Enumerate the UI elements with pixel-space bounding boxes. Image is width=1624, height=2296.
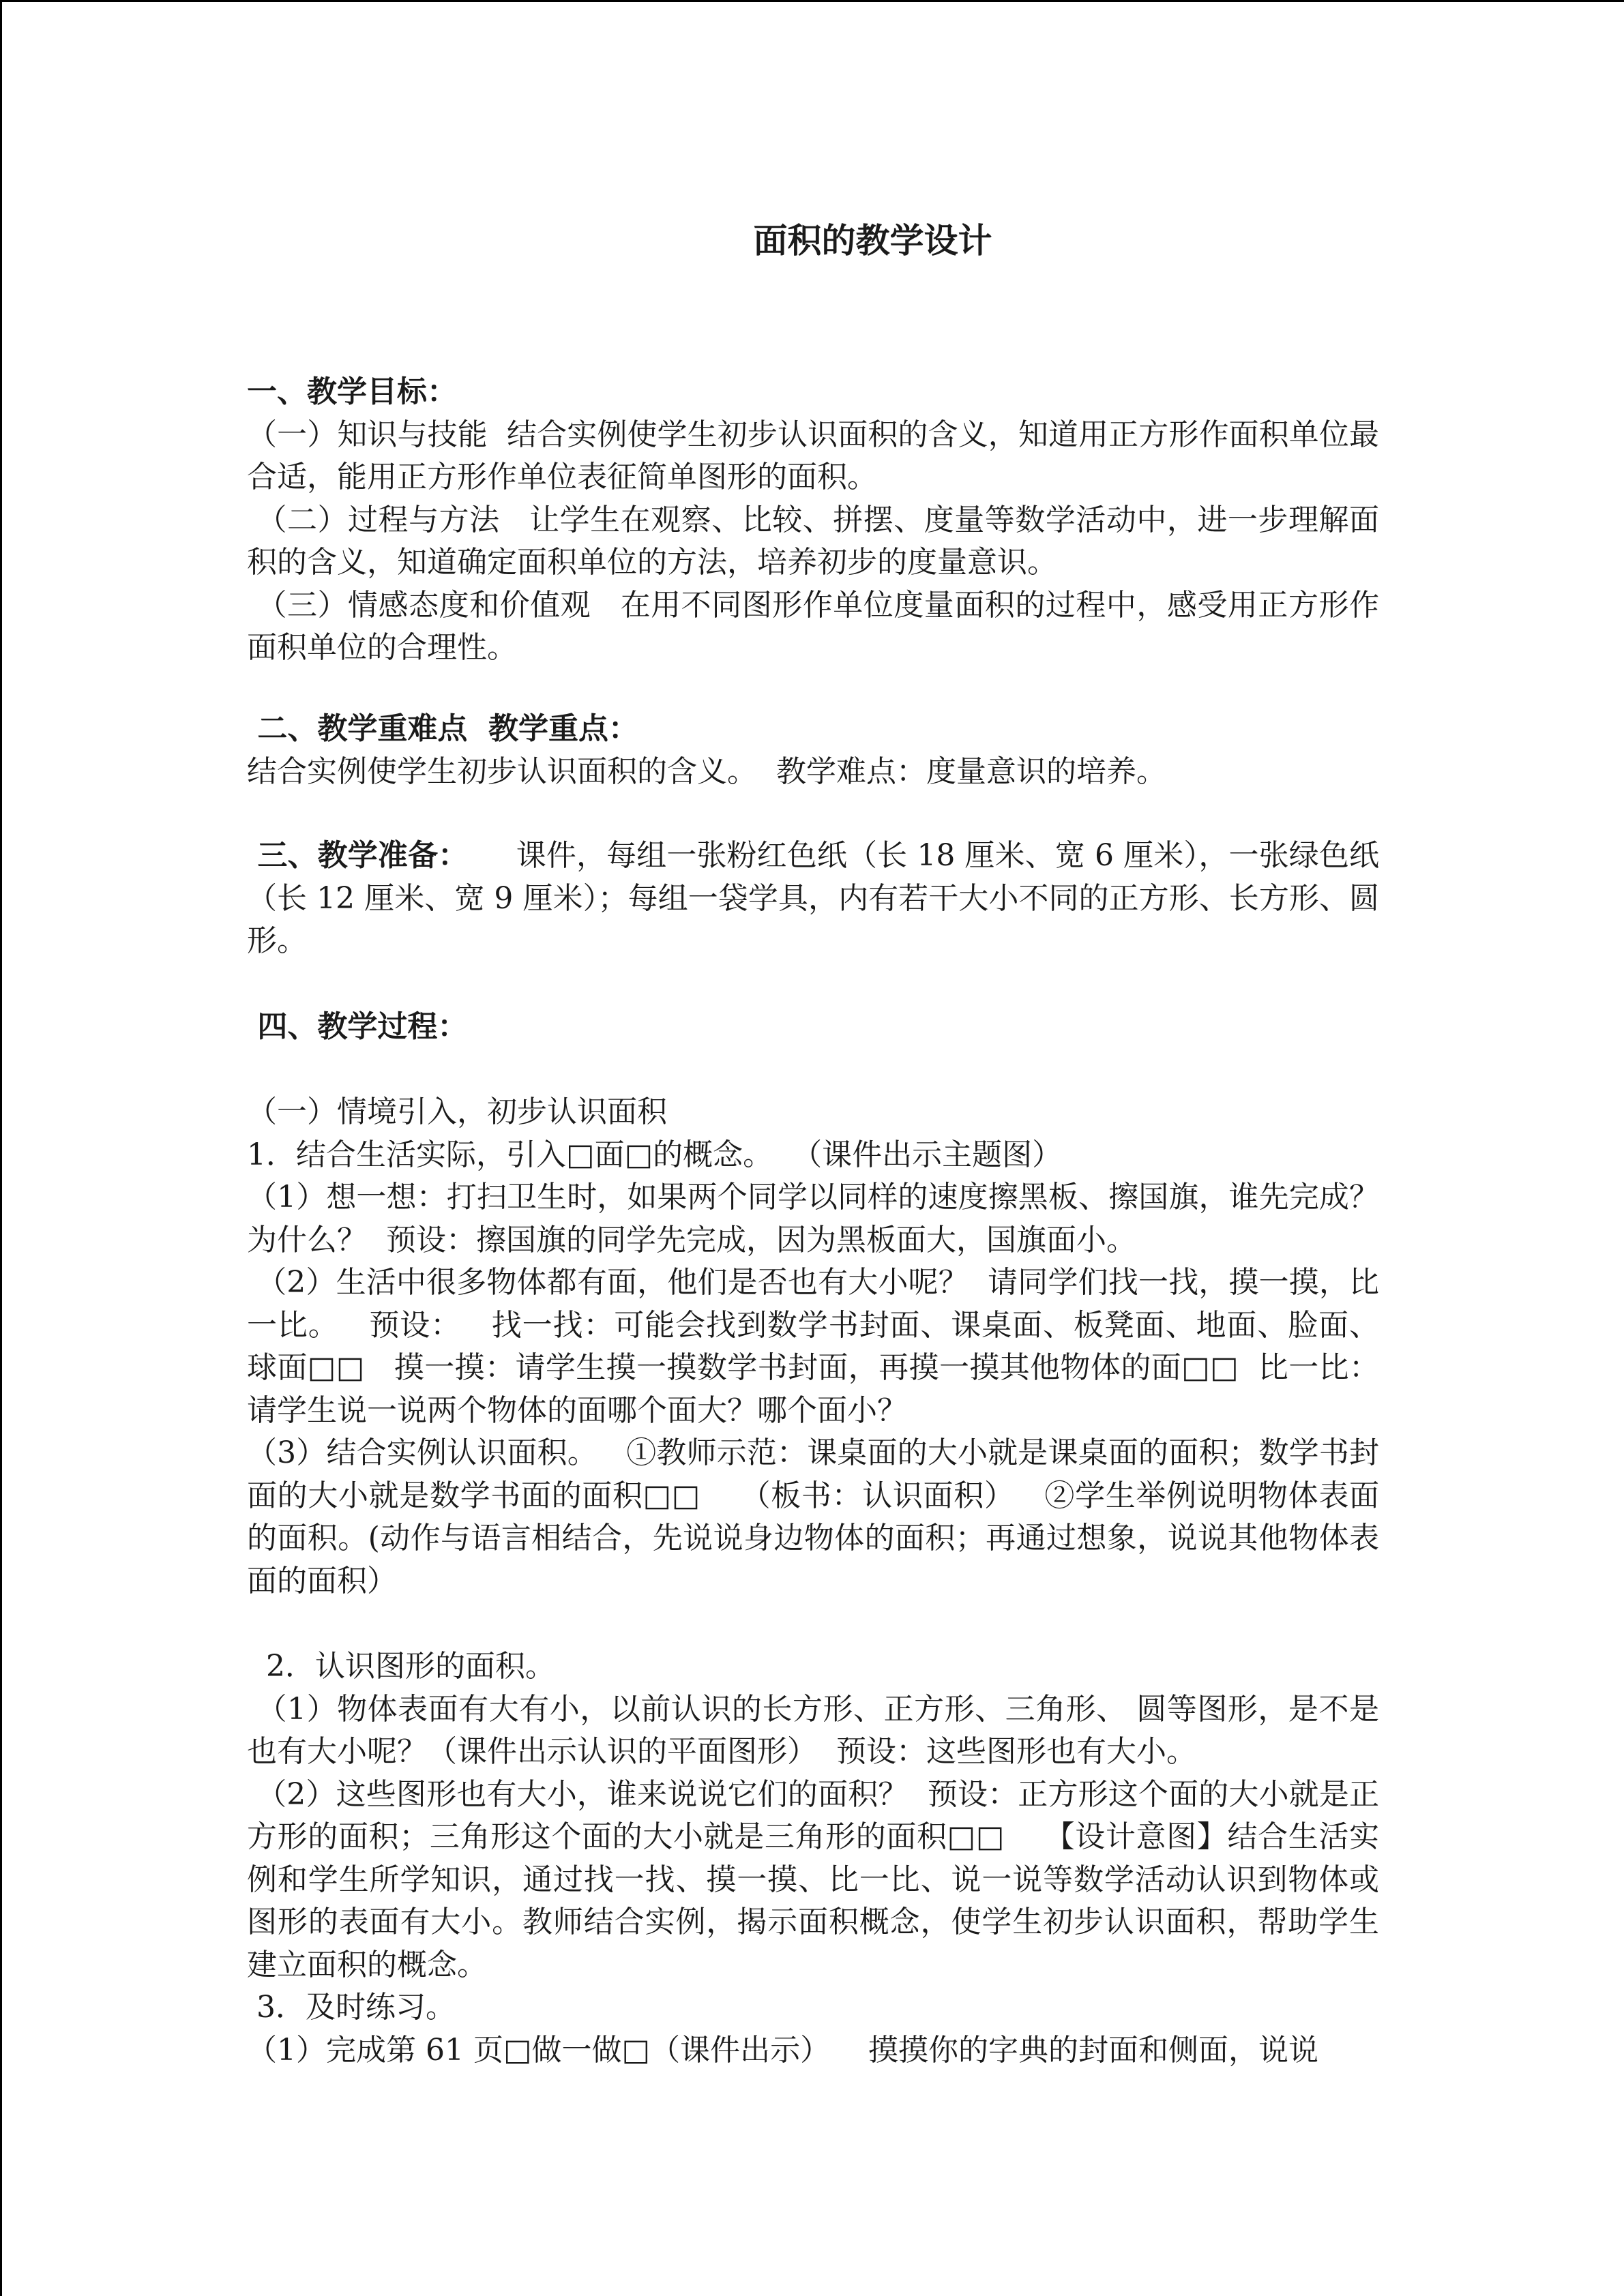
section-process-body (247, 1091, 1379, 1602)
paragraph: 3．及时练习。 (247, 1990, 456, 2025)
paragraph: 2．认识图形的面积。 (247, 1649, 555, 1684)
paragraph: （三）情感态度和价值观 在用不同图形作单位度量面积的过程中，感受用正方形作面积单位的合理性。 (247, 587, 1379, 665)
paragraph: （1）完成第 61 页□做一做□（课件出示） 摸摸你的字典的封面和侧面，说说 (247, 2032, 1319, 2068)
paragraph: （2）这些图形也有大小，谁来说说它们的面积？ 预设：正方形这个面的大小就是正方形的面积；三角形这个面的大小就是三角形的面积□□ 【设计意图】结合生活实例和学生所学知识，通过找一找、摸一摸、比一比、说一说等数学活动认识到物体或图形的表面有大小。教师结合实例，揭示面积概念，使学生初步认识面积，帮助学生建立面积的概念。 (247, 1776, 1379, 1982)
paragraph: （1）想一想：打扫卫生时，如果两个同学以同样的速度擦黑板、擦国旗，谁先完成？为什么？ 预设：擦国旗的同学先完成，因为黑板面大，国旗面小。 (247, 1180, 1379, 1257)
section-heading: 二、教学重难点 教学重点： (247, 711, 638, 746)
section-objectives (247, 371, 1379, 670)
paragraph: （2）生活中很多物体都有面，他们是否也有大小呢？ 请同学们找一找，摸一摸，比一比。 预设： 找一找：可能会找到数学书封面、课桌面、板凳面、地面、脸面、球面□□ 摸一摸：请学生摸一摸数学书封面，再摸一摸其他物体的面□□ 比一比：请学生说一说两个物体的面哪个面大？哪个面小？ (247, 1265, 1379, 1428)
section-process-shapes (247, 1645, 1379, 2072)
paragraph: （3）结合实例认识面积。 ①教师示范：课桌面的大小就是课桌面的面积；数学书封面的大小就是数学书面的面积□□ （板书：认识面积） ②学生举例说明物体表面的面积。(动作与语言相结合，先说说身边物体的面积；再通过想象，说说其他物体表面的面积） (247, 1435, 1379, 1598)
section-heading: 一、教学目标： (247, 374, 457, 409)
section-key-points (247, 708, 1379, 793)
paragraph: 结合实例使学生初步认识面积的含义。 教学难点：度量意识的培养。 (247, 754, 1166, 789)
document-title: 面积的教学设计 (753, 220, 992, 260)
paragraph: （1）物体表面有大有小，以前认识的长方形、正方形、三角形、 圆等图形，是不是也有大小呢？（课件出示认识的平面图形） 预设：这些图形也有大小。 (247, 1691, 1379, 1769)
page-border-top (0, 0, 1624, 2)
paragraph: （一）知识与技能 结合实例使学生初步认识面积的含义，知道用正方形作面积单位最合适，能用正方形作单位表征简单图形的面积。 (247, 417, 1379, 494)
subsection-heading: （一）情境引入，初步认识面积 (247, 1094, 667, 1129)
section-heading: 三、教学准备： (247, 838, 469, 873)
paragraph: 课件，每组一张粉红色纸（长 18 厘米、宽 6 厘米），一张绿色纸（长 12 厘米、宽 9 厘米）；每组一袋学具，内有若干大小不同的正方形、长方形、圆形。 (247, 838, 1380, 958)
paragraph: 1．结合生活实际，引入□面□的概念。 （课件出示主题图） (247, 1137, 1063, 1172)
paragraph: （二）过程与方法 让学生在观察、比较、拼摆、度量等数学活动中，进一步理解面积的含义，知道确定面积单位的方法，培养初步的度量意识。 (247, 502, 1379, 580)
section-heading: 四、教学过程： (247, 1009, 468, 1044)
page-border-left (0, 0, 2, 2296)
section-preparation (247, 835, 1379, 963)
section-process (247, 1006, 1379, 1049)
